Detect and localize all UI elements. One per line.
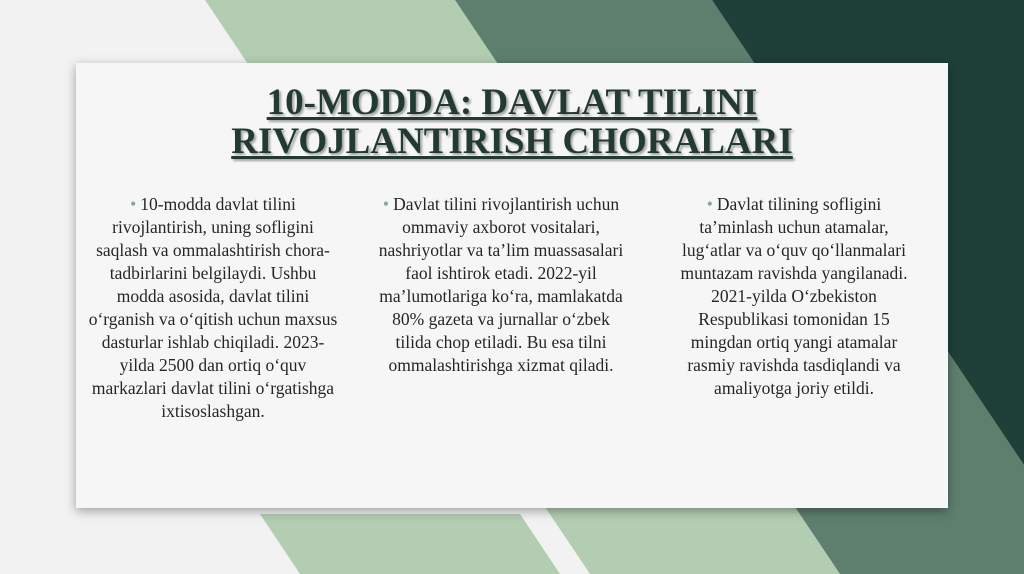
column-2-text: Davlat tilini rivojlantirish uchun ommaviy axborot vositalari, nashriyotlar va taʼlim muassasalari faol ishtirok etadi. 2022-yil maʼlumotlariga koʻra, mamlakatda 80% gazeta va jurnallar oʻzbek tilida chop etiladi. Bu esa tilni ommalashtirishga xizmat qiladi. [378, 194, 624, 375]
text-column-3 [669, 193, 919, 400]
bullet-icon: • [706, 194, 713, 214]
text-column-1 [88, 193, 338, 423]
column-1-text: 10-modda davlat tilini rivojlantirish, uning sofligini saqlash va ommalashtirish chora-tadbirlarini belgilaydi. Ushbu modda asosida, davlat tilini oʻrganish va oʻqitish uchun maxsus dasturlar ishlab chiqiladi. 2023-yilda 2500 dan ortiq oʻquv markazlari davlat tilini oʻrgatishga ixtisoslashgan. [88, 194, 338, 421]
bullet-icon: • [130, 194, 137, 214]
text-column-2 [376, 193, 626, 377]
content-card [76, 63, 948, 508]
bullet-icon: • [382, 194, 390, 214]
stripe-light-bottom [260, 514, 560, 574]
column-3-text: Davlat tilining sofligini taʼminlash uchun atamalar, lugʻatlar va oʻquv qoʻllanmalari muntazam ravishda yangilanadi. 2021-yilda Oʻzbekiston Respublikasi tomonidan 15 mingdan ortiq yangi atamalar rasmiy ravishda tasdiqlandi va amaliyotga joriy etildi. [680, 194, 908, 398]
slide-title-line1: 10-MODDA: DAVLAT TILINI [266, 82, 758, 123]
slide-title-line2: RIVOJLANTIRISH CHORALARI [231, 121, 793, 162]
slide-title [76, 83, 948, 161]
